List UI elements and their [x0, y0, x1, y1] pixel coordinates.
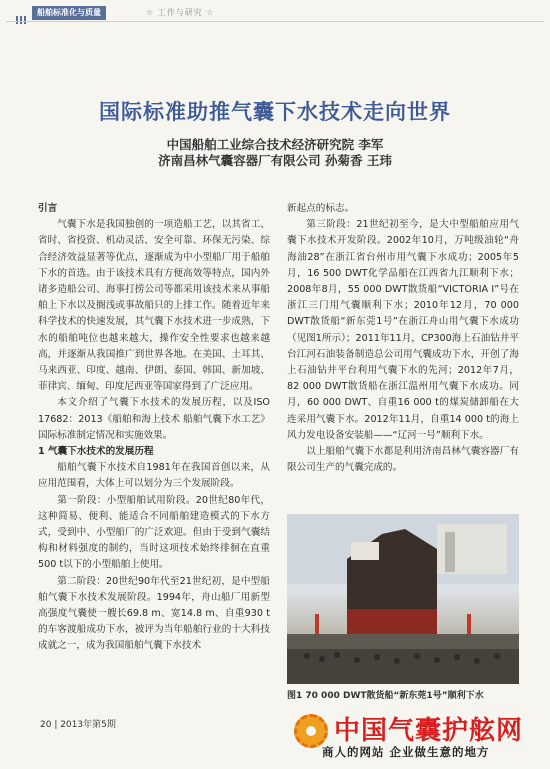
ship-launch-illustration: [287, 514, 519, 684]
continued-text: 新起点的标志。: [287, 203, 355, 214]
section-tag: 船舶标准化与质量: [32, 6, 106, 20]
section-1-paragraph-1: 船舶气囊下水技术自1981年在我国首创以来，从应用范围看，大体上可以划分为三个发展阶段。: [38, 462, 270, 490]
article-title: 国际标准助推气囊下水技术走向世界: [99, 100, 451, 124]
banner-title: 中国气囊护舷网: [334, 716, 524, 746]
page-footer: [0, 708, 550, 769]
authors-line-1: 中国船舶工业综合技术经济研究院 李军: [166, 137, 384, 152]
header-rule: [6, 21, 544, 22]
intro-paragraph-2: 本文介绍了气囊下水技术的发展历程，以及ISO 17682：2013《船舶和海上技术 船舶气囊下水工艺》国际标准制定情况和实施效果。: [38, 397, 270, 441]
page-issue: 20 | 2013年第5期: [40, 720, 116, 730]
section-1-paragraph-2: 第一阶段：小型船舶试用阶段。20世纪80年代，这种简易、便利、能适合不同船舶建造模式的下水方式，受到中、小型船厂的广泛欢迎。但由于受到气囊结构和材料强度的制约，当时这项技术始终徘徊在直重500 t以下的小型船舶上使用。: [38, 494, 270, 571]
authors-line-2: 济南昌林气囊容器厂有限公司 孙菊香 王玮: [158, 153, 392, 168]
site-banner[interactable]: [282, 708, 550, 769]
header-bar: [6, 6, 544, 20]
header-bars-icon: [16, 9, 30, 17]
banner-slogan: 商人的网站 企业做生意的地方: [322, 745, 490, 759]
section-1-paragraph-3: 第二阶段：20世纪90年代至21世纪初，是中型船舶气囊下水技术发展阶段。1994年，舟山船厂用新型高强度气囊使一艘长69.8 m、宽14.8 m、自重930 t的车客渡船成功下水，被评为当年船舶行业的十大科技成就之一，成为我国船舶气囊下水技术: [38, 575, 270, 652]
intro-heading: 引言: [38, 203, 58, 214]
section-1-heading: 1 气囊下水技术的发展历程: [38, 446, 154, 458]
left-column: [38, 201, 270, 655]
right-column: [287, 201, 519, 476]
ship-launch-photo: [287, 514, 519, 684]
stage-3-paragraph: 第三阶段：21世纪初至今，是大中型船舶应用气囊下水技术开发阶段。2002年10月，万吨级油轮“舟海油28”在浙江省台州市用气囊下水成功；2005年5月，16 500 DWT化学品船在江西省九江顺利下水；2008年8月，55 000 DWT散货船“VICTORIA I”号在浙江三门用气囊顺利下水；2010年12月，70 000 DWT散货船“新东莞1号”在浙江舟山用气囊下水成功（见图1所示）；2011年11月，CP300海上石油钻井平台江河石油装备制造总公司用气囊成功下水，开创了海上石油钻井平台利用气囊下水的先河；2012年7月，82 000 DWT散货船在浙江温州用气囊下水成功。同月，60 000 DWT、自重16 000 t的煤炭储卸船在大连采用气囊下水。2012年11月，自重14 000 t的海上风力发电设备安装船——“辽河一号”顺利下水。: [287, 219, 519, 441]
section-subtag: ☆ 工作与研究 ☆: [146, 8, 215, 17]
gear-logo-icon: [294, 714, 328, 748]
intro-paragraph-1: 气囊下水是我国独创的一项造船工艺，以其省工、省时、省投资、机动灵活、安全可靠、环保无污染、综合经济效益显著等优点，逐渐成为中小型船厂用于船舶下水的首选。由于该技术具有方便高效等特点，国内外诸多造船公司、海事打捞公司等都采用该技术来从事船舶上下水以及搁浅或事故船只的上排工作。随着近年来科学技术的快速发展，其气囊下水技术进一步成熟，下水的船舶吨位也越来越大，操作安全性要求也越来越高，并逐渐从我国推广到世界各地。在美国、土耳其、马来西亚、印度、越南、伊朗、泰国、韩国、新加坡、菲律宾、缅甸、印度尼西亚等国家得到了广泛应用。: [38, 219, 270, 393]
figure-caption: 图1 70 000 DWT散货船“新东莞1号”顺利下水: [287, 691, 484, 701]
closing-paragraph: 以上船舶气囊下水都是利用济南昌林气囊容器厂有限公司生产的气囊完成的。: [287, 446, 519, 474]
